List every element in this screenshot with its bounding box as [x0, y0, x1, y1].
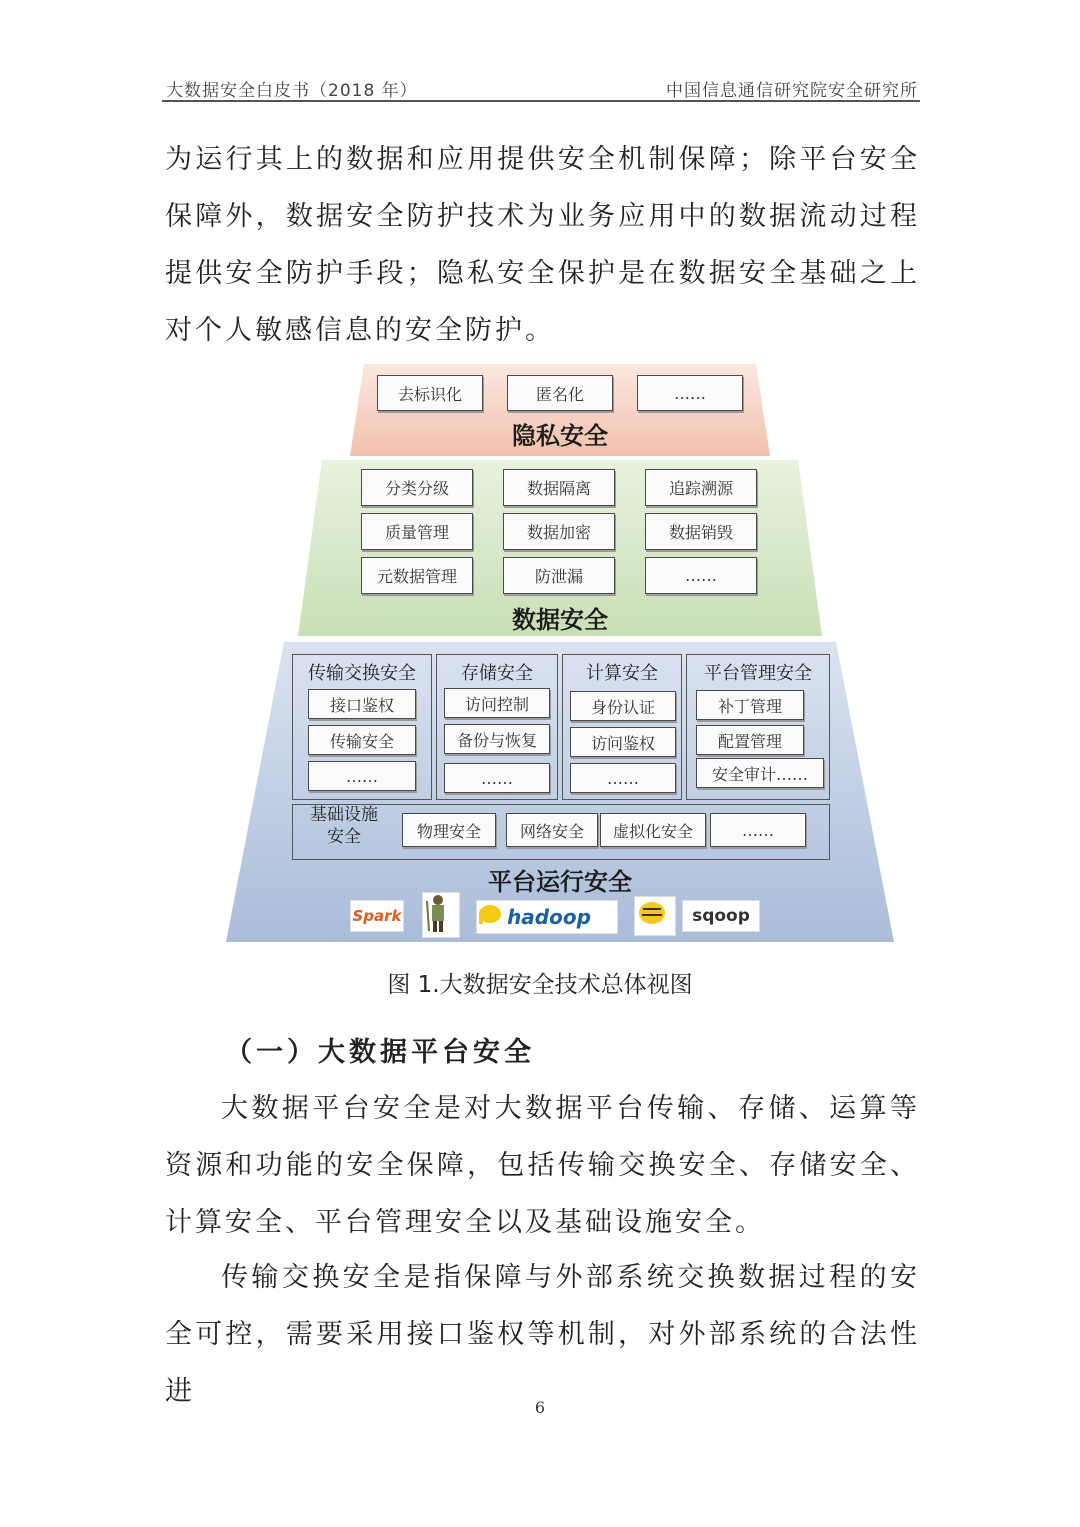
data-item: 质量管理	[361, 513, 473, 550]
hadoop-elephant-icon	[477, 901, 503, 925]
privacy-item: ……	[637, 375, 743, 411]
group-title: 传输交换安全	[308, 663, 416, 684]
hadoop-logo	[476, 900, 618, 934]
sqoop-logo-text: sqoop	[692, 906, 750, 926]
group-title: 平台管理安全	[704, 663, 812, 684]
zookeeper-logo	[422, 892, 460, 938]
zookeeper-figure-icon	[423, 893, 453, 933]
platform-item: 传输安全	[308, 725, 416, 755]
header-right-org: 中国信息通信研究院安全研究所	[666, 81, 918, 101]
platform-item: 访问鉴权	[570, 727, 676, 757]
security-architecture-diagram	[226, 360, 894, 944]
data-tier-label: 数据安全	[512, 606, 608, 634]
platform-item: 配置管理	[696, 725, 804, 755]
data-item: 防泄漏	[503, 557, 615, 594]
infrastructure-item: 物理安全	[402, 813, 496, 847]
platform-item: 安全审计……	[696, 758, 824, 788]
platform-item: 补丁管理	[696, 690, 804, 720]
group-title: 计算安全	[586, 663, 658, 684]
infrastructure-item: ……	[710, 813, 806, 847]
body-paragraph-2: 大数据平台安全是对大数据平台传输、存储、运算等资源和功能的安全保障，包括传输交换安全、存储安全、计算安全、平台管理安全以及基础设施安全。	[165, 1093, 920, 1238]
header-left-title: 大数据安全白皮书（2018 年）	[166, 81, 418, 101]
infrastructure-item: 虚拟化安全	[600, 813, 706, 847]
data-item: 追踪溯源	[645, 469, 757, 506]
hive-logo	[634, 896, 676, 936]
data-item: 分类分级	[361, 469, 473, 506]
data-item: ……	[645, 557, 757, 594]
platform-item: 访问控制	[444, 688, 550, 718]
infrastructure-label-line1: 基础设施	[310, 805, 378, 825]
platform-item: ……	[570, 763, 676, 793]
section-heading: （一）大数据平台安全	[225, 1037, 535, 1068]
spark-logo	[350, 900, 404, 932]
hadoop-logo-text: hadoop	[507, 905, 591, 929]
platform-item: 接口鉴权	[308, 689, 416, 719]
spark-logo-text: Spark	[352, 907, 402, 925]
header-divider	[162, 100, 920, 102]
data-item: 元数据管理	[361, 557, 473, 594]
privacy-tier	[350, 364, 770, 456]
group-title: 存储安全	[461, 663, 533, 684]
body-paragraph-1: 为运行其上的数据和应用提供安全机制保障；除平台安全保障外，数据安全防护技术为业务应用中的数据流动过程提供安全防护手段；隐私安全保护是在数据安全基础之上对个人敏感信息的安全防护。	[165, 144, 920, 346]
data-item: 数据隔离	[503, 469, 615, 506]
platform-item: 身份认证	[570, 691, 676, 721]
data-tier	[298, 460, 822, 636]
page-number: 6	[534, 1398, 546, 1417]
body-paragraph-3: 传输交换安全是指保障与外部系统交换数据过程的安全可控，需要采用接口鉴权等机制，对外部系统的合法性进	[165, 1262, 920, 1407]
privacy-tier-label: 隐私安全	[512, 422, 608, 450]
platform-tier	[226, 642, 894, 942]
figure-caption: 图 1.大数据安全技术总体视图	[387, 972, 693, 998]
infrastructure-label	[298, 804, 390, 848]
privacy-item: 去标识化	[377, 375, 483, 411]
data-item: 数据加密	[503, 513, 615, 550]
sqoop-logo	[682, 900, 760, 932]
platform-item: ……	[444, 763, 550, 793]
platform-item: ……	[308, 761, 416, 791]
platform-tier-label: 平台运行安全	[488, 868, 632, 896]
infrastructure-item: 网络安全	[506, 813, 598, 847]
platform-item: 备份与恢复	[444, 724, 550, 754]
infrastructure-label-line2: 安全	[327, 827, 361, 847]
hive-bee-icon	[635, 897, 669, 929]
data-item: 数据销毁	[645, 513, 757, 550]
privacy-item: 匿名化	[507, 375, 613, 411]
